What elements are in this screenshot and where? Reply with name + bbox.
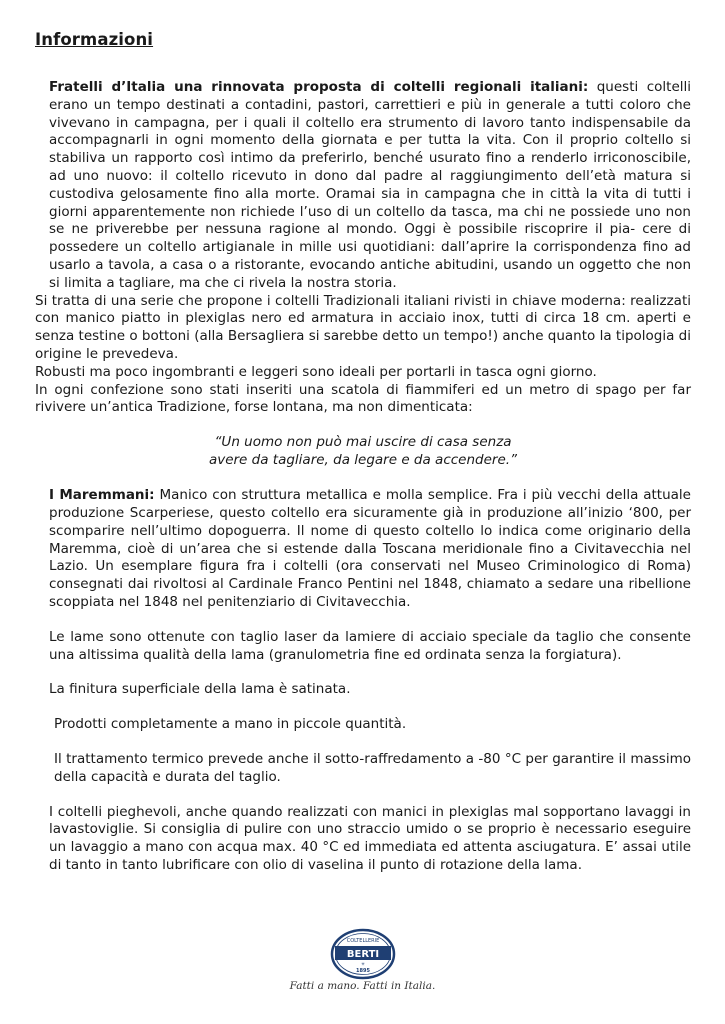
- maremmani-paragraph: [35, 487, 691, 612]
- blades-paragraph: Le lame sono ottenute con taglio laser da lamiere di acciaio speciale da taglio che consente una altissima qualità della lama (granulometria fine ed ordinata senza la forgiatura).: [49, 628, 691, 663]
- quote-line-1: “Un uomo non può mai uscire di casa senza: [214, 434, 512, 451]
- logo-name: BERTI: [346, 949, 379, 960]
- logo-top: COLTELLERIE: [346, 938, 379, 944]
- footer: [0, 928, 725, 992]
- intro-paragraph: [35, 79, 691, 293]
- tagline: Fatti a mano. Fatti in Italia.: [289, 980, 436, 992]
- quote-line-2: avere da tagliare, da legare e da accendere.”: [208, 452, 518, 469]
- thermal-paragraph: Il trattamento termico prevede anche il sotto-raffredamento a -80 °C per garantire il massimo della capacità e durata del taglio.: [54, 750, 691, 785]
- care-paragraph: I coltelli pieghevoli, anche quando realizzati con manici in plexiglas mal sopportano lavaggi in lavastoviglie. Si consiglia di pulire con uno straccio umido o se proprio è necessario eseguire un lavaggio a mano con acqua max. 40 °C ed immediata ed attenta asciugatura. E’ assai utile di tanto in tanto lubrificare con olio di vaselina il punto di rotazione della lama.: [49, 803, 691, 873]
- handmade-paragraph: Prodotti completamente a mano in piccole quantità.: [54, 716, 407, 733]
- intro-lead: Fratelli d’Italia una rinnovata proposta di coltelli regionali italiani:: [49, 79, 589, 95]
- page-title: Informazioni: [35, 30, 154, 49]
- logo-year: 1895: [355, 968, 370, 974]
- document-page: [35, 30, 691, 875]
- maremmani-body: Manico con struttura metallica e molla semplice. Fra i più vecchi della attuale produzione Scarperiese, questo coltello era sicuramente già in produzione all’inizio ‘800, per scomparire nell’ultimo dopoguerra. Il nome di questo coltello lo indica come originario della Maremma, cioè di un’area che si estende dalla Toscana meridionale fino a Civitavecchia nel Lazio. Un esemplare figura fra i coltelli (ora conservati nel Museo Criminologico di Roma) consegnati dai rivoltosi al Cardinale Franco Pentini nel 1848, chiamato a sedare una ribellione scoppiata nel 1848 nel penitenziario di Civitavecchia.: [49, 487, 691, 610]
- berti-logo-icon: [330, 928, 396, 980]
- quote-block: [35, 433, 691, 469]
- svg-text:✳: ✳: [360, 962, 365, 968]
- pocket-paragraph: Robusti ma poco ingombranti e leggeri sono ideali per portarli in tasca ogni giorno.: [35, 363, 597, 380]
- package-paragraph: In ogni confezione sono stati inseriti una scatola di fiammiferi ed un metro di spago per far rivivere un’antica Tradizione, forse lontana, ma non dimenticata:: [35, 381, 691, 416]
- series-paragraph: Si tratta di una serie che propone i coltelli Tradizionali italiani rivisti in chiave moderna: realizzati con manico piatto in plexiglas nero ed armatura in acciaio inox, tutti di circa 18 cm. aperti e senza testine o bottoni (alla Bersagliera si sarebbe detto un tempo!) anche quanto la tipologia di origine le prevedeva.: [35, 292, 691, 362]
- intro-body: questi coltelli erano un tempo destinati a contadini, pastori, carrettieri e più in generale a tutti coloro che vivevano in campagna, per i quali il coltello era strumento di lavoro tanto indispensabile da accompagnarli in ogni momento della giornata e per tutta la vita. Con il proprio coltello si stabiliva un rapporto così intimo da preferirlo, benché usurato fino a renderlo irriconoscibile, ad uno nuovo: il coltello ricevuto in dono dal padre al raggiungimento dell’età matura si custodiva gelosamente fino alla morte. Oramai sia in campagna che in città la vita di tutti i giorni apparentemente non richiede l’uso di un coltello da tasca, ma chi ne possiede uno non se ne priverebbe per nessuna ragione al mondo. Oggi è possibile riscoprire il pia- cere di possedere un coltello artigianale in mille usi quotidiani: dall’aprire la corrispondenza fino ad usarlo a tavola, a casa o a ristorante, evocando antiche abitudini, usando un oggetto che non si limita a tagliare, ma che ci rivela la nostra storia.: [49, 79, 691, 291]
- finish-paragraph: La finitura superficiale della lama è satinata.: [49, 681, 351, 698]
- maremmani-lead: I Maremmani:: [49, 487, 155, 504]
